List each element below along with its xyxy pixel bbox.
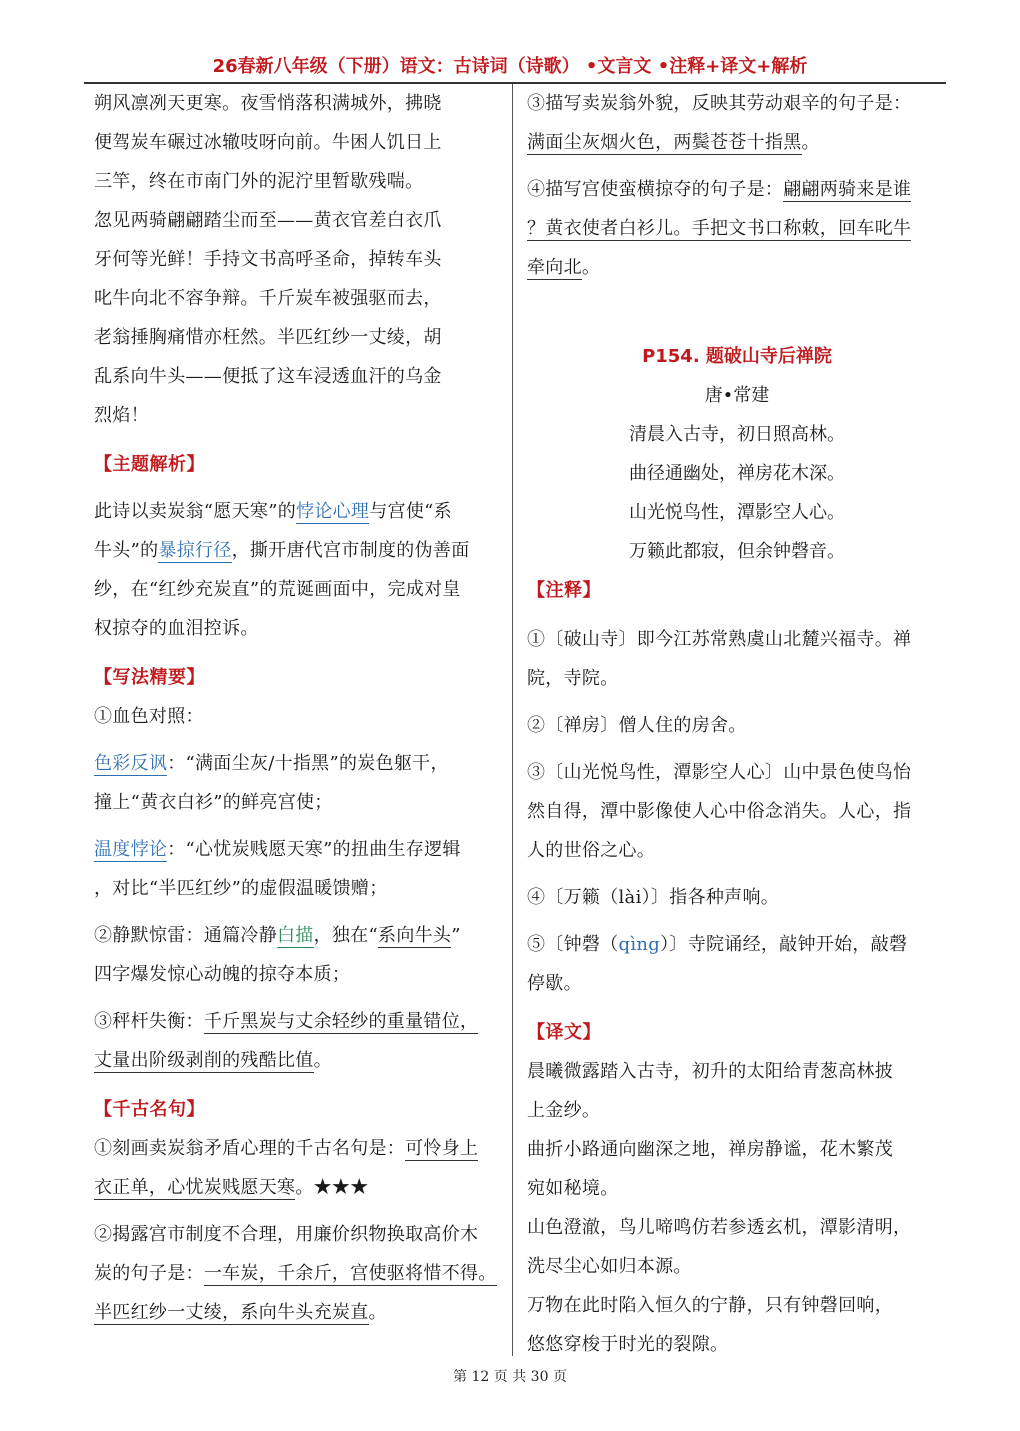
text-line [527, 878, 947, 917]
underlined-text: 满面尘灰烟火色，两鬓苍苍十指黑 [527, 132, 802, 153]
section-title-famous: 【千古名句】 [94, 1099, 205, 1120]
pinyin: lài [618, 887, 642, 908]
text-line: 悠悠穿梭于时光的裂隙。 [527, 1334, 729, 1355]
text-line: ③描写卖炭翁外貌，反映其劳动艰辛的句子是： [527, 93, 912, 114]
text-line: 晨曦微露踏入古寺，初升的太阳给青葱高林披 [527, 1061, 893, 1082]
underlined-text: 一车炭，千余斤，宫使驱将惜不得。 [203, 1263, 497, 1284]
text-line: ③〔山光悦鸟性，潭影空人心〕山中景色使鸟怡 [527, 762, 912, 783]
text-line [94, 1254, 504, 1293]
text-span: 。 [581, 257, 601, 278]
page-footer [0, 1366, 1020, 1386]
text-line [94, 830, 504, 869]
footer-prefix: 第 [453, 1369, 468, 1385]
text-line: 老翁捶胸痛惜亦枉然。半匹红纱一丈绫，胡 [94, 327, 442, 348]
poem-line: 曲径通幽处，禅房花木深。 [629, 463, 845, 484]
highlight-term: 悖论心理 [296, 501, 370, 522]
text-line [94, 744, 504, 783]
text-line: 忽见两骑翩翩踏尘而至——黄衣官差白衣爪 [94, 210, 442, 231]
text-span: ⑤〔钟磬（ [527, 934, 619, 955]
text-span: 。 [801, 132, 820, 153]
text-span: ” [451, 925, 461, 946]
text-span: 与宫使“系 [369, 501, 452, 522]
text-line: 洗尽尘心如归本源。 [527, 1256, 692, 1277]
text-line: 权掠夺的血泪控诉。 [94, 618, 259, 639]
underlined-text: 丈量出阶级剥削的残酷比值 [94, 1050, 314, 1071]
underlined-text: 半匹红纱一丈绫，系向牛头充炭直 [94, 1302, 369, 1323]
text-line: ①血色对照： [94, 706, 204, 727]
text-line: 停歇。 [527, 973, 582, 994]
text-line: 宛如秘境。 [527, 1178, 619, 1199]
text-line: ②〔禅房〕僧人住的房舍。 [527, 715, 747, 736]
text-span: 。★★★ [295, 1177, 369, 1198]
right-column [527, 84, 947, 1364]
text-span: ④〔万籁（ [527, 887, 619, 908]
text-line: 院，寺院。 [527, 668, 619, 689]
underlined-text: 系向牛头 [378, 925, 452, 946]
footer-suffix: 页 [552, 1369, 567, 1385]
text-line: 三竿，终在市南门外的泥泞里暂歇残喘。 [94, 171, 424, 192]
underlined-text: ？黄衣使者白衫儿。手把文书口称敕，回车叱牛 [527, 218, 912, 239]
text-span: ③秤杆失衡： [94, 1011, 204, 1032]
underlined-text: 牵向北 [527, 257, 582, 278]
section-title-translation: 【译文】 [527, 1022, 601, 1043]
total-pages: 30 [530, 1369, 549, 1385]
highlight-term: 温度悖论 [94, 839, 168, 860]
text-line [94, 1129, 504, 1168]
pinyin: qìng [618, 934, 661, 955]
text-line: ①〔破山寺〕即今江苏常熟虞山北麓兴福寺。禅 [527, 629, 912, 650]
underlined-text: 可怜身上 [405, 1138, 479, 1159]
text-line [94, 1293, 504, 1332]
page-header: 26春新八年级（下册）语文：古诗词（诗歌） •文言文 •注释+译文+解析 [212, 56, 808, 77]
text-span: 炭的句子是： [94, 1263, 204, 1284]
highlight-term: 暴掠行径 [158, 540, 232, 561]
text-span: 此诗以卖炭翁“愿天寒”的 [94, 501, 297, 522]
section-title-theme: 【主题解析】 [94, 454, 205, 475]
text-line: 然自得，潭中影像使人心中俗念消失。人心，指 [527, 801, 912, 822]
text-span: ：“满面尘灰/十指黑”的炭色躯干， [167, 753, 449, 774]
translation-block [94, 84, 504, 435]
text-line: ②揭露宫市制度不合理，用廉价织物换取高价木 [94, 1224, 479, 1245]
text-line [94, 531, 504, 570]
page-number: 12 [471, 1369, 490, 1385]
text-line [527, 248, 947, 287]
text-line: 烈焰！ [94, 405, 149, 426]
text-line: 上金纱。 [527, 1100, 601, 1121]
highlight-term: 白描 [277, 925, 314, 946]
section-title-notes: 【注释】 [527, 580, 601, 601]
highlight-term: 色彩反讽 [94, 753, 168, 774]
text-span: ②静默惊雷：通篇冷静 [94, 925, 277, 946]
poem-line: 清晨入古寺，初日照高林。 [629, 424, 845, 445]
text-span: ）〕指各种声响。 [641, 887, 780, 908]
text-span: ，独在“ [313, 925, 379, 946]
text-line [527, 925, 947, 964]
text-line: 朔风凛冽天更寒。夜雪悄落积满城外，拂晓 [94, 93, 442, 114]
text-line: 万物在此时陷入恒久的宁静，只有钟磬回响， [527, 1295, 893, 1316]
text-line [94, 1041, 504, 1080]
text-line [94, 492, 504, 531]
poem-author: 唐•常建 [704, 385, 770, 406]
text-span: 。 [313, 1050, 332, 1071]
column-divider [512, 84, 513, 1356]
underlined-text: 翩翩两骑来是谁 [783, 179, 912, 200]
text-line: 便驾炭车碾过冰辙吱呀向前。牛困人饥日上 [94, 132, 442, 153]
poem-title: P154. 题破山寺后禅院 [642, 346, 832, 367]
text-span: ④描写宫使蛮横掠夺的句子是： [527, 179, 784, 200]
text-line [94, 1168, 504, 1207]
text-span: ）〕寺院诵经，敲钟开始，敲磬 [660, 934, 908, 955]
underlined-text: 衣正单，心忧炭贱愿天寒 [94, 1177, 296, 1198]
text-line: 叱牛向北不容争辩。千斤炭车被强驱而去， [94, 288, 442, 309]
text-line [527, 209, 947, 248]
text-span: ：“心忧炭贱愿天寒”的扭曲生存逻辑 [167, 839, 461, 860]
text-span: 牛头”的 [94, 540, 159, 561]
text-line: ，对比“半匹红纱”的虚假温暖馈赠； [94, 878, 388, 899]
text-line [94, 916, 504, 955]
text-line [527, 123, 947, 162]
underlined-text: 千斤黑炭与丈余轻纱的重量错位， [203, 1011, 479, 1032]
section-title-writing: 【写法精要】 [94, 667, 205, 688]
text-span: 。 [368, 1302, 387, 1323]
left-column [94, 84, 504, 1332]
text-line [94, 1002, 504, 1041]
text-line: 人的世俗之心。 [527, 840, 656, 861]
text-line: 撞上“黄衣白衫”的鲜亮宫使； [94, 792, 333, 813]
text-span: ①刻画卖炭翁矛盾心理的千古名句是： [94, 1138, 406, 1159]
text-line [527, 170, 947, 209]
poem-line: 万籁此都寂，但余钟磬音。 [629, 541, 845, 562]
text-line: 牙何等光鲜！手持文书高呼圣命，掉转车头 [94, 249, 442, 270]
footer-mid: 页 共 [493, 1369, 527, 1385]
text-line: 四字爆发惊心动魄的掠夺本质； [94, 964, 351, 985]
text-line: 山色澄澈，鸟儿啼鸣仿若参透玄机，潭影清明， [527, 1217, 912, 1238]
text-line: 纱，在“红纱充炭直”的荒诞画面中，完成对皇 [94, 579, 461, 600]
text-line: 乱系向牛头——便抵了这车浸透血汗的乌金 [94, 366, 442, 387]
text-span: ，撕开唐代宫市制度的伪善面 [231, 540, 470, 561]
text-line: 曲折小路通向幽深之地，禅房静谧，花木繁茂 [527, 1139, 893, 1160]
poem-line: 山光悦鸟性，潭影空人心。 [629, 502, 845, 523]
